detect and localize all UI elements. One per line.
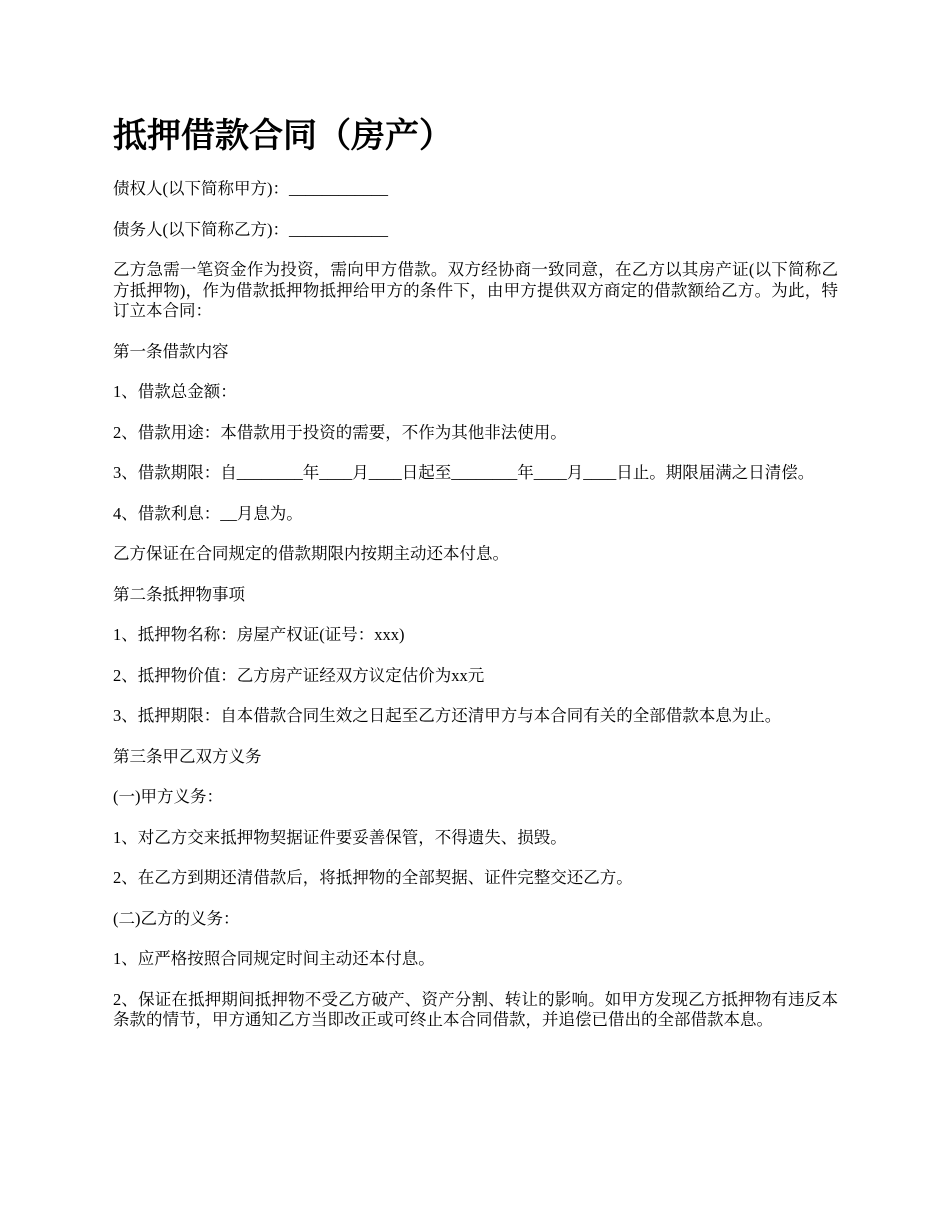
article-2-item-3: 3、抵押期限：自本借款合同生效之日起至乙方还清甲方与本合同有关的全部借款本息为止。 (113, 706, 782, 725)
article-1-item-2: 2、借款用途：本借款用于投资的需要，不作为其他非法使用。 (113, 422, 567, 442)
repayment-guarantee: 乙方保证在合同规定的借款期限内按期主动还本付息。 (113, 544, 509, 563)
document-page (113, 113, 838, 1051)
document-title: 抵押借款合同（房产） (113, 116, 453, 156)
article-3-heading: 第三条甲乙双方义务 (113, 746, 262, 766)
party-b-obligation-2: 2、保证在抵押期间抵押物不受乙方破产、资产分割、转让的影响。如甲方发现乙方抵押物有违反本条款的情节，甲方通知乙方当即改正或可终止本合同借款，并追偿已借出的全部借款本息。 (113, 989, 838, 1029)
preamble-paragraph: 乙方急需一笔资金作为投资，需向甲方借款。双方经协商一致同意，在乙方以其房产证(以下简称乙方抵押物)，作为借款抵押物抵押给甲方的条件下，由甲方提供双方商定的借款额给乙方。为此，特订立本合同： (113, 260, 838, 320)
article-1-item-3: 3、借款期限：自________年____月____日起至________年____月____日止。期限届满之日清偿。 (113, 463, 815, 482)
article-1-item-4: 4、借款利息：__月息为。 (113, 503, 303, 523)
party-b-obligation-1: 1、应严格按照合同规定时间主动还本付息。 (113, 949, 435, 968)
party-a-obligation-2: 2、在乙方到期还清借款后，将抵押物的全部契据、证件完整交还乙方。 (113, 868, 633, 887)
article-1-item-1: 1、借款总金额： (113, 382, 237, 401)
party-a-obligations-heading: (一)甲方义务： (113, 787, 223, 806)
article-1-heading: 第一条借款内容 (113, 341, 229, 361)
article-2-item-1: 1、抵押物名称：房屋产权证(证号：xxx) (113, 625, 405, 644)
debtor-line: 债务人(以下简称乙方)：____________ (113, 219, 388, 239)
party-b-obligations-heading: (二)乙方的义务： (113, 908, 240, 928)
article-2-heading: 第二条抵押物事项 (113, 584, 245, 604)
party-a-obligation-1: 1、对乙方交来抵押物契据证件要妥善保管，不得遗失、损毁。 (113, 827, 567, 847)
article-2-item-2: 2、抵押物价值：乙方房产证经双方议定估价为xx元 (113, 665, 485, 685)
creditor-line: 债权人(以下简称甲方)：____________ (113, 179, 388, 198)
